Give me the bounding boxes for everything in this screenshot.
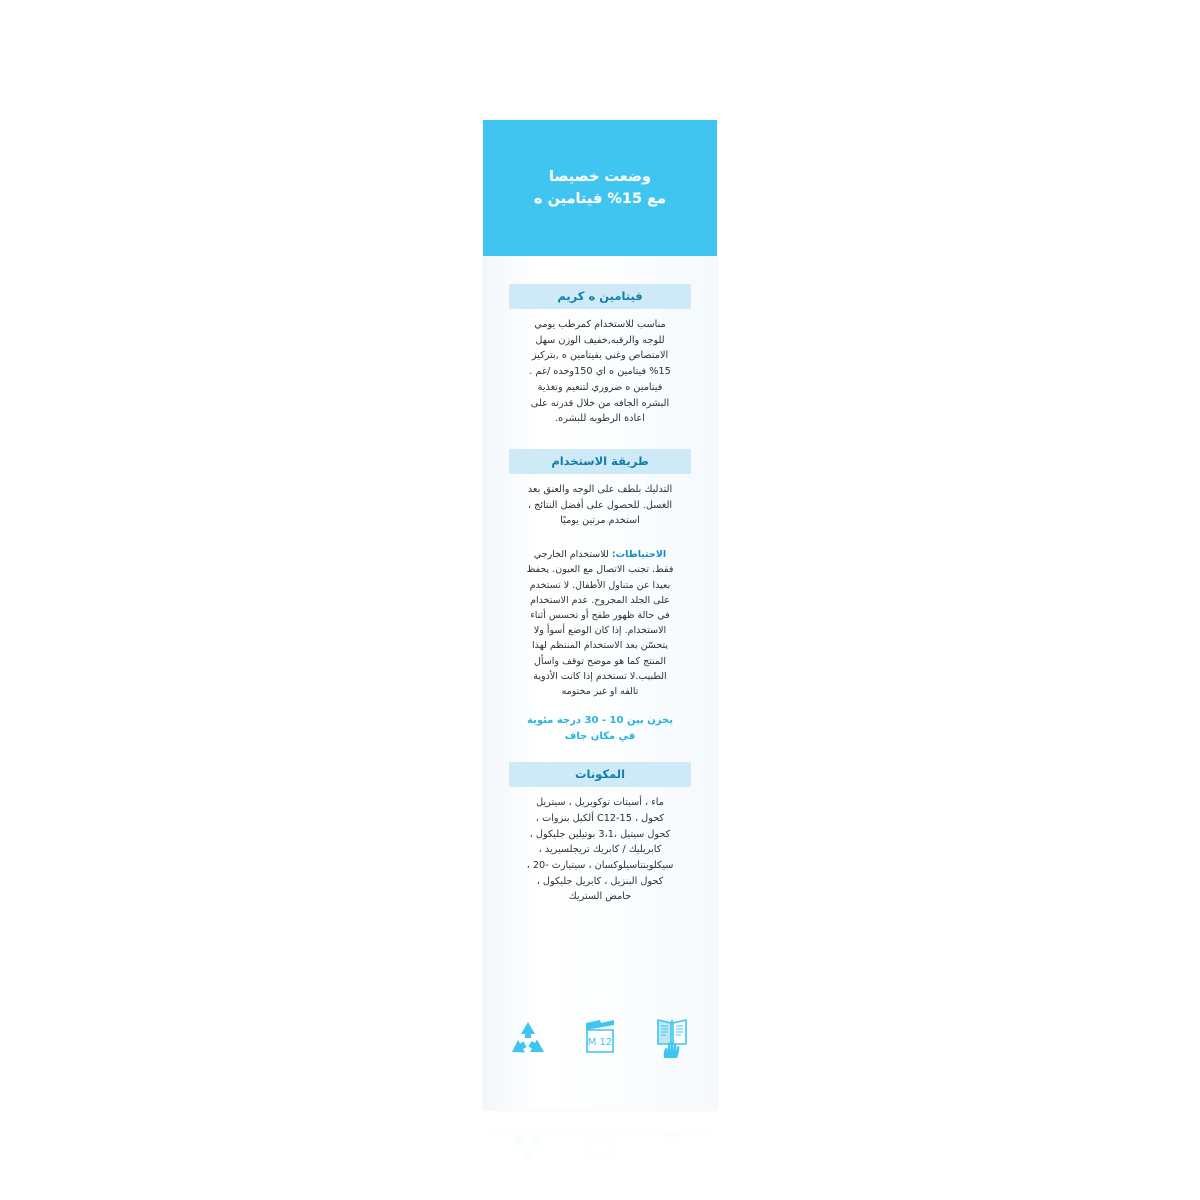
usage-text: التدليك بلطف على الوجه والعنق بعد الغسل. للحصول على أفضل النتائج ، استخدم مرتين يوميًا xyxy=(527,484,673,527)
recycle-mobius-loop-icon xyxy=(505,1010,551,1062)
product-package-panel xyxy=(483,120,717,1110)
caution-text: للاستخدام الخارجي فقط. تجنب الاتصال مع العيون. يحفظ بعيدا عن متناول الأطفال. لا تستخدم على الجلد المجروح. عدم الاستخدام في حالة ظهور طفح أو تحسس أثناء الاستخدام. إذا كان الوضع أسوأ ولا يتحسّن بعد الاستخدام المنتظم لهذا المنتج كما هو موضح توقف واسأل الطبيب.لا تستخدم إذا كانت الأدوية تالفه او غير مختومه xyxy=(526,549,674,697)
top-banner-text xyxy=(534,166,666,211)
package-content xyxy=(483,256,717,905)
usage-section xyxy=(483,449,717,529)
caution-label: الاحتياطات: xyxy=(611,549,667,561)
period-after-opening-label: 12 M xyxy=(587,1037,613,1048)
top-cyan-banner xyxy=(483,120,717,256)
ingredients-section xyxy=(483,762,717,905)
storage-section xyxy=(483,713,717,744)
product-title: فيتامين ه كريم xyxy=(509,284,691,309)
ingredients-text: ماء ، أسيتات توكوبريل ، سيتريل كحول ، C12-15 ألكيل بنزوات ، كحول سيتيل ،3،1 بوتيلين جليكول ، كابريليك / كابريك تريجلسيريد ، سيكلوبنتاسيلوكسان ، سيتيارث -20 ، كحول البنزيل ، كابريل جليكول ، حامض الستريك xyxy=(526,797,674,903)
product-description: مناسب للاستخدام كمرطب يومي للوجه والرقبه,خفيف الوزن سهل الامتصاص وغني بفيتامين ه ,بتركيز 15% فيتامين ه اي 150وحده /غم . فيتامين ه ضروري لتنعيم وتغذية البشره الجافه من خلال قدرته على اعادة الرطوبه للبشره. xyxy=(529,319,671,425)
reflection-fade-overlay xyxy=(483,1110,717,1188)
top-banner-line-2: مع 15% فيتامين ه xyxy=(533,191,667,207)
caution-section xyxy=(483,547,717,699)
period-after-opening-icon xyxy=(577,1010,623,1062)
symbols-row xyxy=(483,1010,717,1062)
hand-book-leaflet-icon xyxy=(649,1010,695,1062)
ingredients-title: المكونات xyxy=(509,762,691,787)
storage-text: يخزن بين 10 - 30 درجة مئوية في مكان جاف xyxy=(527,715,673,742)
top-banner-line-1: وضعت خصيصا xyxy=(549,168,651,185)
product-title-section xyxy=(483,284,717,427)
caution-paragraph xyxy=(499,547,701,699)
usage-title: طريقة الاستخدام xyxy=(509,449,691,474)
